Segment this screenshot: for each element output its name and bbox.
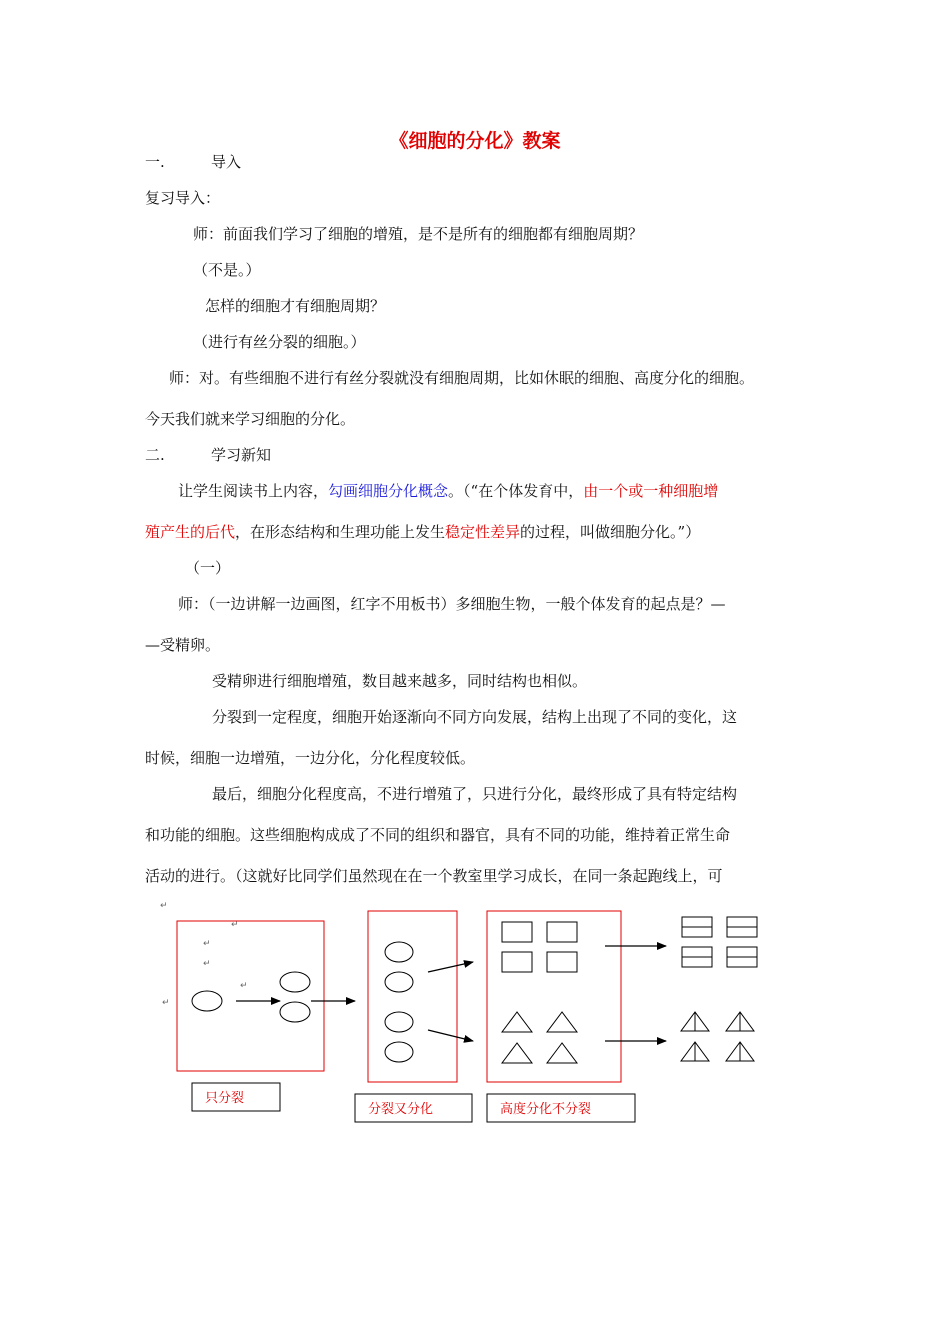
paragraph-final-1: 最后，细胞分化程度高，不进行增殖了，只进行分化，最终形成了具有特定结构 xyxy=(212,785,738,803)
return-mark: ↵ xyxy=(203,939,211,949)
definition-quote-start: 。（“在个体发育中， xyxy=(448,482,584,500)
section-2-number: 二. xyxy=(145,446,165,464)
paragraph-final-2: 和功能的细胞。这些细胞构成成了不同的组织和器官，具有不同的功能，维持着正常生命 xyxy=(145,826,731,844)
cell xyxy=(385,1012,413,1032)
specialized-triangle-cells xyxy=(681,1012,754,1061)
label-divide-only: 只分裂 xyxy=(205,1091,245,1106)
teacher-line-1: 师：对。有些细胞不进行有丝分裂就没有细胞周期，比如休眠的细胞、高度分化的细胞。 xyxy=(169,369,755,387)
specialized-square-cells xyxy=(682,917,757,967)
label-divide-and-differentiate: 分裂又分化 xyxy=(368,1102,434,1117)
arrow xyxy=(428,962,473,972)
paragraph-differentiation-1: 分裂到一定程度，细胞开始逐渐向不同方向发展，结构上出现了不同的变化，这 xyxy=(212,708,738,726)
paragraph-final-3: 活动的进行。（这就好比同学们虽然现在在一个教室里学习成长，在同一条起跑线上，可 xyxy=(145,867,723,885)
definition-key-1: 由一个或一种细胞增 xyxy=(583,482,719,500)
triangle-cell xyxy=(547,1043,577,1063)
question-2: 怎样的细胞才有细胞周期？ xyxy=(205,297,386,315)
section-1-title: 导入 xyxy=(211,153,242,171)
square-cell xyxy=(502,922,532,942)
square-cell xyxy=(547,922,577,942)
stage-2-box xyxy=(368,911,457,1082)
definition-middle: ，在形态结构和生理功能上发生 xyxy=(235,523,446,541)
definition-intro: 让学生阅读书上内容， xyxy=(178,482,329,500)
square-cell xyxy=(502,952,532,972)
teacher-question-line-2: —受精卵。 xyxy=(145,636,221,654)
return-mark: ↵ xyxy=(203,959,211,969)
divided-cell xyxy=(280,1002,310,1022)
question-1: 师：前面我们学习了细胞的增殖，是不是所有的细胞都有细胞周期？ xyxy=(193,225,644,243)
return-mark: ↵ xyxy=(231,920,239,930)
answer-2: （进行有丝分裂的细胞。） xyxy=(193,333,366,351)
label-highly-differentiated: 高度分化不分裂 xyxy=(500,1102,592,1117)
stage-1-box xyxy=(177,921,324,1071)
triangle-cell xyxy=(502,1012,532,1032)
cell xyxy=(385,1042,413,1062)
cell xyxy=(385,942,413,962)
teacher-line-2: 今天我们就来学习细胞的分化。 xyxy=(145,410,356,428)
square-cell xyxy=(547,952,577,972)
teacher-question-line-1: 师：（一边讲解一边画图，红字不用板书）多细胞生物，一般个体发育的起点是？— xyxy=(178,595,726,613)
definition-end: 的过程，叫做细胞分化。”） xyxy=(520,523,701,541)
return-mark: ↵ xyxy=(240,981,248,991)
paragraph-zygote: 受精卵进行细胞增殖，数目越来越多，同时结构也相似。 xyxy=(212,672,588,690)
arrow xyxy=(428,1030,473,1041)
triangle-cell xyxy=(547,1012,577,1032)
definition-task: 勾画细胞分化概念 xyxy=(328,482,449,500)
divided-cell xyxy=(280,972,310,992)
return-mark: ↵ xyxy=(162,998,170,1008)
return-mark: ↵ xyxy=(160,901,168,911)
subsection-1: （一） xyxy=(185,559,231,577)
triangle-cell xyxy=(502,1043,532,1063)
definition-key-2: 稳定性差异 xyxy=(445,523,521,541)
review-heading: 复习导入： xyxy=(145,189,221,207)
section-1-number: 一. xyxy=(145,153,165,171)
page-title: 《细胞的分化》教案 xyxy=(389,130,561,152)
cell xyxy=(385,972,413,992)
section-2-title: 学习新知 xyxy=(211,446,272,464)
zygote-cell xyxy=(192,991,222,1011)
answer-1: （不是。） xyxy=(193,261,261,279)
definition-key-1-cont: 殖产生的后代 xyxy=(145,523,236,541)
paragraph-differentiation-2: 时候，细胞一边增殖，一边分化，分化程度较低。 xyxy=(145,749,476,767)
